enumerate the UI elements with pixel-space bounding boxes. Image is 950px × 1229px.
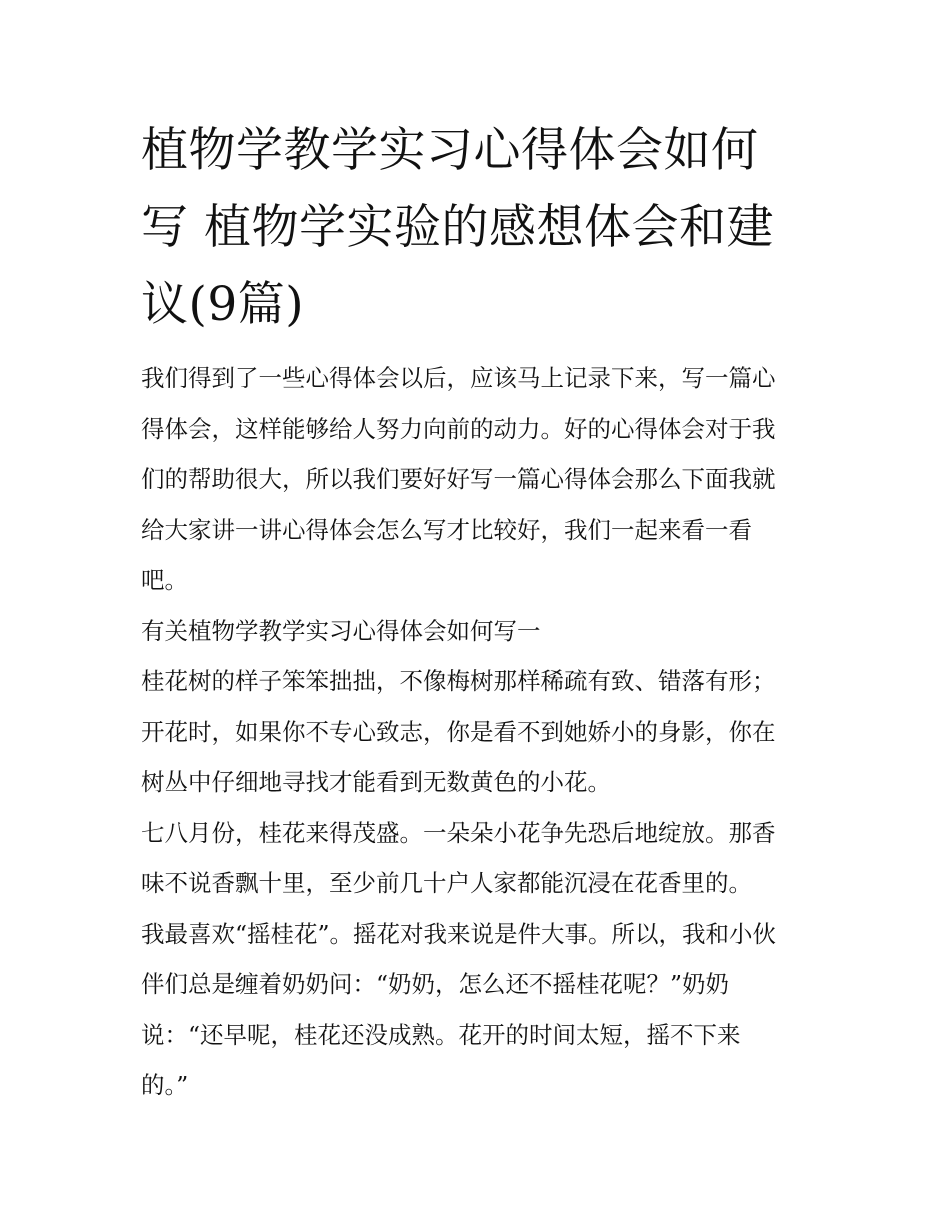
text-line: 吧。 — [141, 566, 188, 594]
text-line: 的。” — [141, 1071, 189, 1099]
text-line: 给大家讲一讲心得体会怎么写才比较好，我们一起来看一看 — [141, 515, 752, 544]
text-line: 开花时，如果你不专心致志，你是看不到她娇小的身影，你在 — [141, 717, 776, 746]
text-line: 有关植物学教学实习心得体会如何写一 — [141, 616, 541, 645]
text-line: 桂花树的样子笨笨拙拙，不像梅树那样稀疏有致、错落有形； — [141, 667, 776, 695]
text-line: 们的帮助很大，所以我们要好好写一篇心得体会那么下面我就 — [141, 465, 776, 493]
text-line: 我们得到了一些心得体会以后，应该马上记录下来，写一篇心 — [141, 364, 776, 392]
text-line: 我最喜欢“摇桂花”。摇花对我来说是件大事。所以，我和小伙 — [141, 919, 777, 948]
title-line: 植物学教学实习心得体会如何 — [141, 123, 759, 178]
text-line: 说：“还早呢，桂花还没成熟。花开的时间太短，摇不下来 — [141, 1020, 741, 1049]
document-title — [141, 112, 816, 343]
body-paragraph — [141, 808, 816, 909]
intro-paragraph — [141, 353, 816, 606]
document-page — [141, 112, 816, 1111]
text-line: 得体会，这样能够给人努力向前的动力。好的心得体会对于我 — [141, 414, 776, 443]
body-paragraph — [141, 656, 816, 808]
text-line: 树丛中仔细地寻找才能看到无数黄色的小花。 — [141, 768, 611, 796]
text-line: 味不说香飘十里，至少前几十户人家都能沉浸在花香里的。 — [141, 869, 752, 897]
body-paragraph — [141, 909, 816, 1111]
text-line: 伴们总是缠着奶奶问：“奶奶，怎么还不摇桂花呢？”奶奶 — [141, 970, 730, 998]
document-body — [141, 353, 816, 1111]
text-line: 七八月份，桂花来得茂盛。一朵朵小花争先恐后地绽放。那香 — [141, 818, 776, 847]
title-line: 议(9篇) — [141, 277, 305, 332]
section-heading — [141, 606, 816, 657]
title-line: 写 植物学实验的感想体会和建 — [141, 200, 774, 255]
